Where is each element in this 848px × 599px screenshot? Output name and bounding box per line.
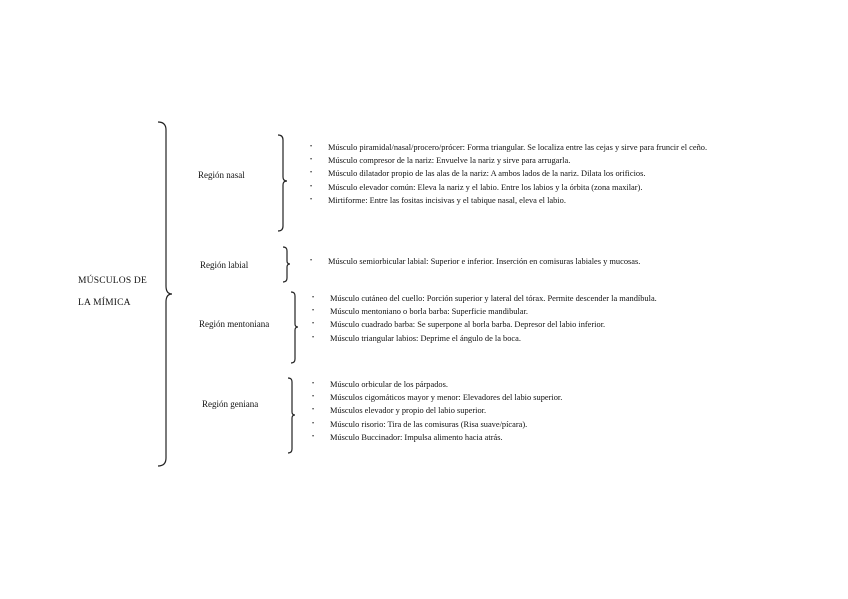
labial-brace — [281, 245, 295, 285]
main-brace — [152, 118, 176, 470]
list-item: • Músculo semiorbicular labial: Superior e inferior. Inserción en comisuras labiales y mucosas. — [310, 255, 750, 268]
list-item: • Músculo elevador común: Eleva la nariz y el labio. Entre los labios y la órbita (zona maxilar). — [310, 181, 750, 194]
list-item: • Músculo risorio: Tira de las comisuras (Risa suave/pícara). — [312, 418, 732, 431]
region-label-mentoniana: Región mentoniana — [199, 319, 270, 329]
mentoniana-brace — [289, 290, 303, 366]
nasal-brace — [276, 133, 292, 233]
list-item: • Mirtiforme: Entre las fositas incisivas y el tabique nasal, eleva el labio. — [310, 194, 750, 207]
main-title-line-2: LA MÍMICA — [78, 298, 131, 308]
region-label-geniana: Región geniana — [202, 399, 259, 409]
list-item: • Músculo orbicular de los párpados. — [312, 378, 732, 391]
nasal-list — [310, 141, 750, 207]
main-title-line-1: MÚSCULOS DE — [78, 276, 147, 286]
region-label-nasal: Región nasal — [198, 170, 245, 180]
list-item: • Músculo cuadrado barba: Se superpone al borla barba. Depresor del labio inferior. — [312, 318, 722, 331]
list-item: • Músculos elevador y propio del labio superior. — [312, 404, 732, 417]
region-label-labial: Región labial — [200, 260, 249, 270]
list-item: • Músculo Buccinador: Impulsa alimento hacia atrás. — [312, 431, 732, 444]
list-item: • Músculo dilatador propio de las alas de la nariz: A ambos lados de la nariz. Dilata los orificios. — [310, 167, 750, 180]
geniana-list — [312, 378, 732, 444]
list-item: • Músculo triangular labios: Deprime el ángulo de la boca. — [312, 332, 722, 345]
list-item: • Músculo piramidal/nasal/procero/prócer: Forma triangular. Se localiza entre las cejas y sirve para fruncir el ceño. — [310, 141, 750, 154]
list-item: • Músculos cigomáticos mayor y menor: Elevadores del labio superior. — [312, 391, 732, 404]
list-item: • Músculo cutáneo del cuello: Porción superior y lateral del tórax. Permite descender la mandíbula. — [312, 292, 722, 305]
list-item: • Músculo mentoniano o borla barba: Superficie mandibular. — [312, 305, 722, 318]
labial-list — [310, 255, 750, 268]
geniana-brace — [286, 376, 300, 456]
main-title — [78, 270, 147, 314]
mentoniana-list — [312, 292, 722, 345]
list-item: • Músculo compresor de la nariz: Envuelve la nariz y sirve para arrugarla. — [310, 154, 750, 167]
